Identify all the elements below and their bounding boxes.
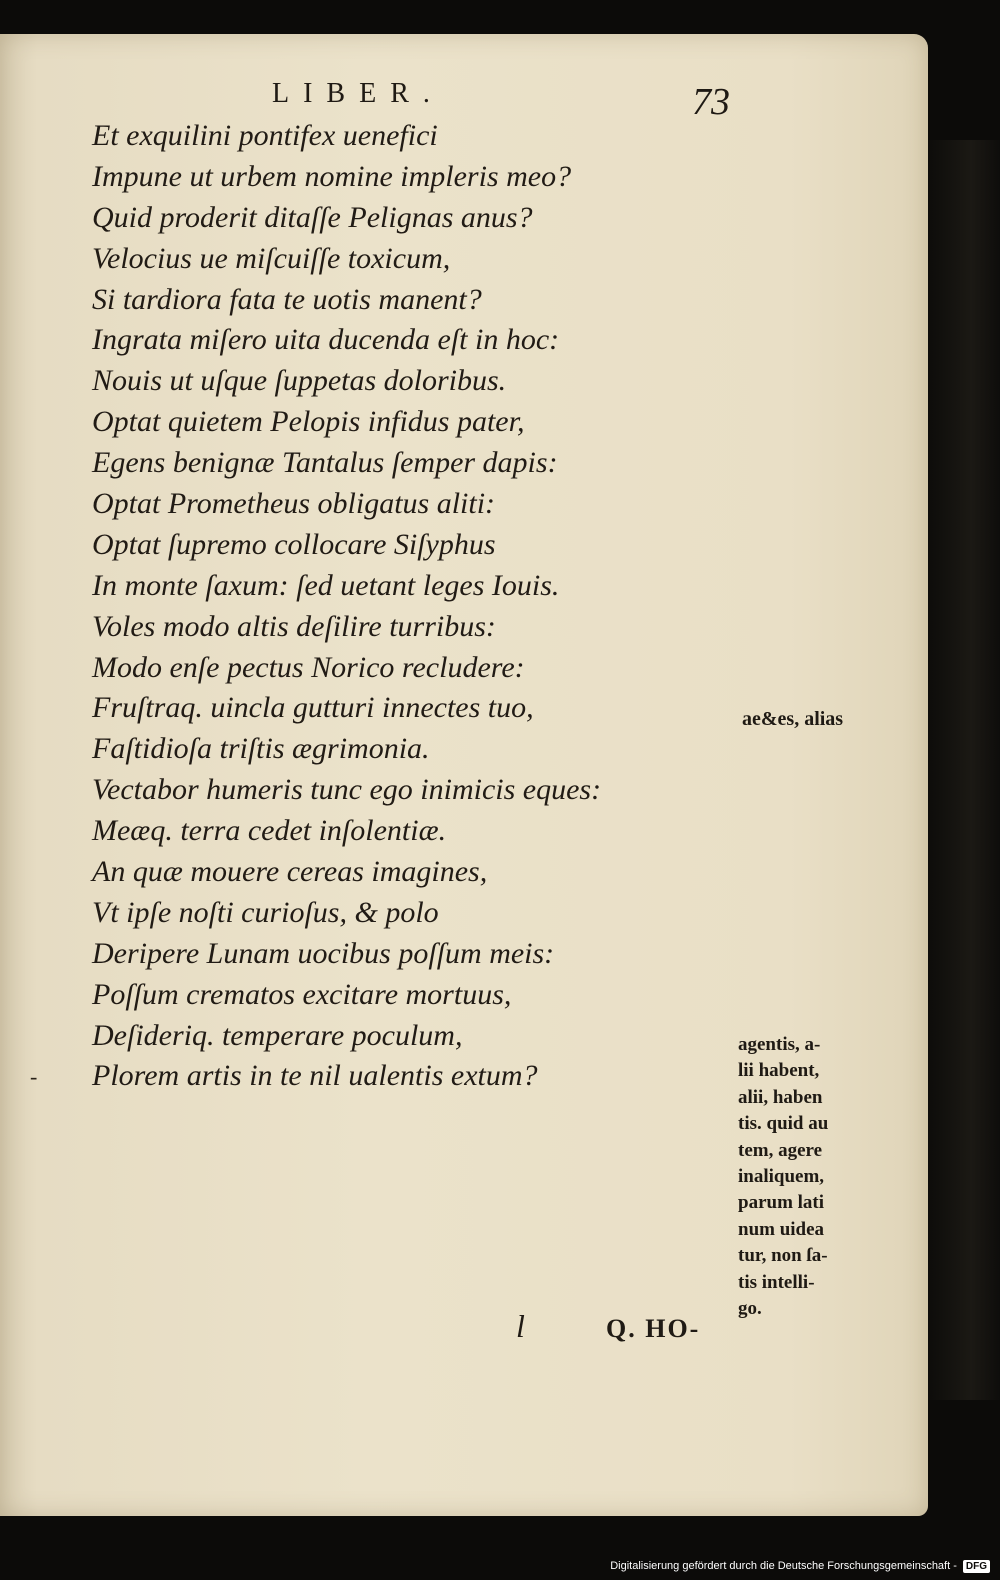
credit-text: Digitalisierung gefördert durch die Deutsche Forschungsgemeinschaft - <box>610 1560 957 1572</box>
running-head: LIBER. <box>272 78 444 109</box>
marginal-note-line: go. <box>738 1297 762 1319</box>
margin-mark: - <box>30 1064 38 1089</box>
verse-line: Optat quietem Pelopis infidus pater, <box>92 405 525 439</box>
marginal-note-line: tem, agere <box>738 1139 823 1161</box>
verse-line: Velocius ue miſcuiſſe toxicum, <box>92 241 451 275</box>
verse-line: Optat ſupremo collocare Siſyphus <box>92 527 496 561</box>
verse-line: Optat Prometheus obligatus aliti: <box>92 487 496 521</box>
verse-line: Deripere Lunam uocibus poſſum meis: <box>92 936 555 970</box>
marginal-note-line: alii, haben <box>738 1086 823 1108</box>
marginal-note-line: agentis, a- <box>738 1034 821 1055</box>
catchword: Q. HO- <box>606 1314 701 1343</box>
verse-line: Voles modo altis deſilire turribus: <box>92 609 496 643</box>
verse-line: Deſideriq. temperare poculum, <box>92 1018 463 1052</box>
marginal-note: ae&es, alias <box>742 708 844 730</box>
verse-line: Plorem artis in te nil ualentis extum? <box>92 1059 538 1093</box>
verse-line: Et exquilini pontifex uenefici <box>92 119 438 152</box>
signature-mark: l <box>516 1308 525 1344</box>
verse-line: Impune ut urbem nomine impleris meo? <box>92 159 572 193</box>
verse-line: Poſſum crematos excitare mortuus, <box>92 977 512 1011</box>
verse-line: In monte ſaxum: ſed uetant leges Iouis. <box>92 568 560 602</box>
verse-line: Egens benignæ Tantalus ſemper dapis: <box>92 446 558 480</box>
marginal-note-line: num uidea <box>738 1218 825 1240</box>
verse-line: Quid proderit ditaſſe Pelignas anus? <box>92 200 533 234</box>
marginal-note-line: parum lati <box>738 1192 825 1214</box>
verse-line: Ingrata miſero uita ducenda eſt in hoc: <box>92 323 560 357</box>
verse-line: Vectabor humeris tunc ego inimicis eques: <box>92 773 602 807</box>
verse-line: Modo enſe pectus Norico recludere: <box>92 650 525 684</box>
digitization-credit <box>590 1552 1000 1580</box>
verse-line: Vt ipſe noſti curioſus, & polo <box>92 895 439 929</box>
verse-block <box>92 116 732 1097</box>
page-number: 73 <box>692 81 730 123</box>
verse-line: Fruſtraq. uincla gutturi innectes tuo, <box>92 691 534 725</box>
verse-line: Faſtidioſa triſtis ægrimonia. <box>92 732 430 766</box>
verse-line: Nouis ut uſque ſuppetas doloribus. <box>92 364 507 398</box>
marginal-note-line: inaliquem, <box>738 1165 825 1187</box>
verse-line: An quæ mouere cereas imagines, <box>92 855 488 889</box>
marginal-note-block <box>738 1032 868 1322</box>
marginal-note-line: tis. quid au <box>738 1113 829 1135</box>
dfg-logo: DFG <box>963 1560 990 1573</box>
marginal-note-line: lii habent, <box>738 1060 820 1082</box>
verse-line: Meæq. terra cedet inſolentiæ. <box>92 814 447 848</box>
adjacent-page-edge <box>928 140 1000 1400</box>
marginal-note-line: tur, non ſa- <box>738 1245 828 1267</box>
marginal-note-line: tis intelli- <box>738 1271 815 1293</box>
verse-line: Si tardiora fata te uotis manent? <box>92 282 482 316</box>
